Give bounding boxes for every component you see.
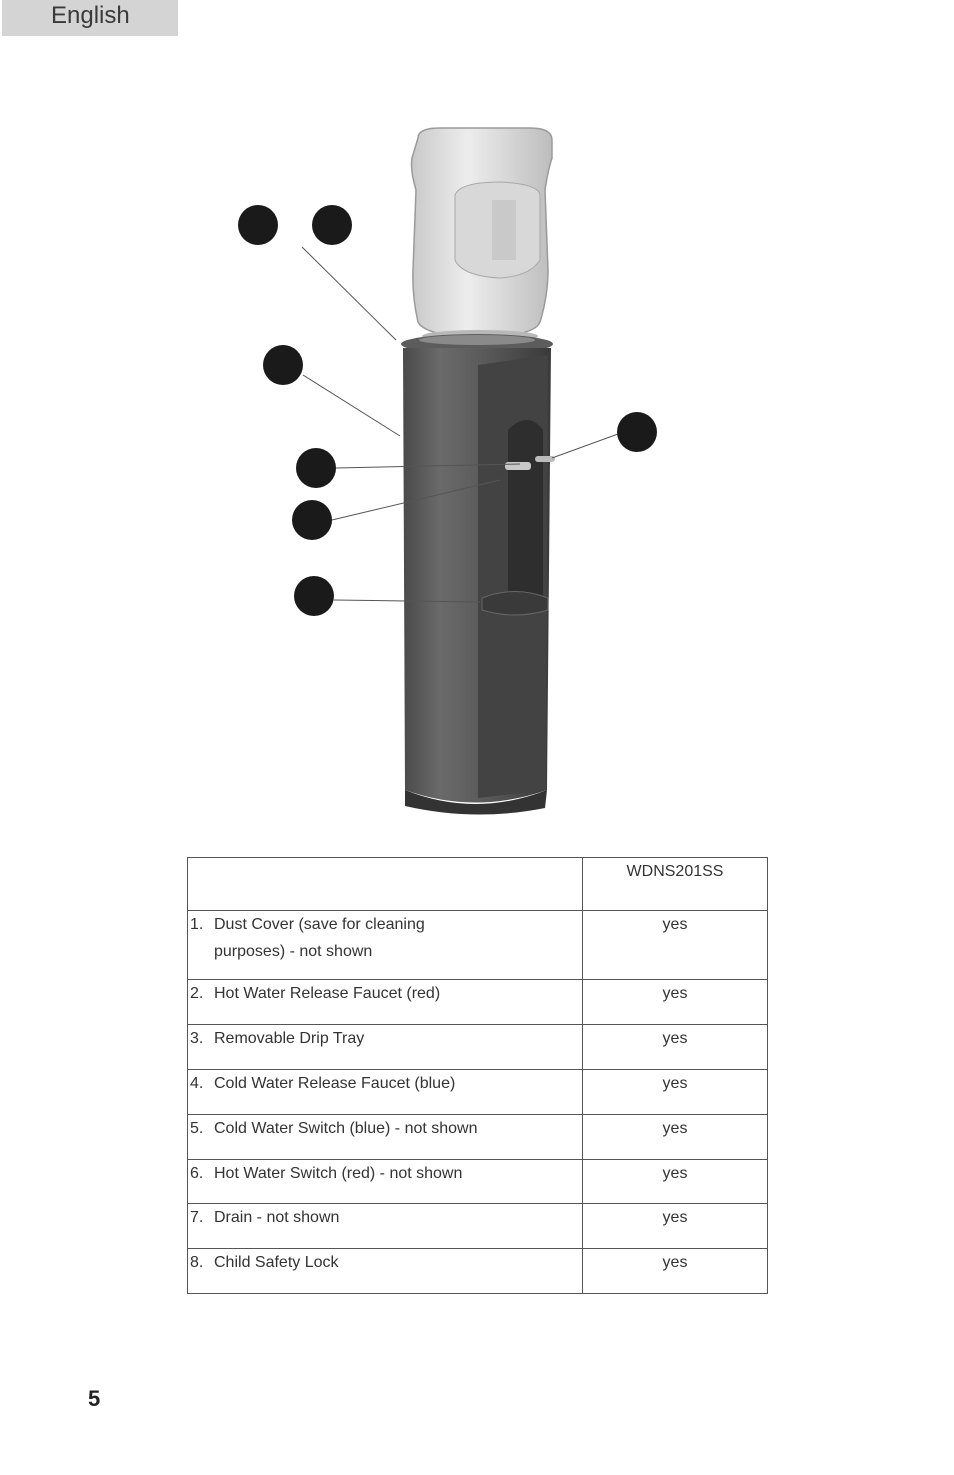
table-header-blank bbox=[188, 858, 583, 911]
row-label: Child Safety Lock bbox=[214, 1254, 339, 1271]
callout-marker bbox=[238, 205, 278, 245]
callout-marker bbox=[263, 345, 303, 385]
model-header: WDNS201SS bbox=[583, 858, 768, 911]
row-value: yes bbox=[583, 1070, 768, 1115]
row-label: Hot Water Release Faucet (red) bbox=[214, 985, 441, 1002]
table-row bbox=[188, 1025, 768, 1070]
feature-table bbox=[187, 857, 768, 1294]
row-value: yes bbox=[583, 1115, 768, 1160]
table-header-row bbox=[188, 858, 768, 911]
row-number: 7. bbox=[190, 1209, 204, 1226]
row-number: 4. bbox=[190, 1075, 204, 1092]
row-number: 2. bbox=[190, 985, 204, 1002]
row-label: Dust Cover (save for cleaning purposes) - not shown bbox=[214, 916, 425, 960]
row-label: Drain - not shown bbox=[214, 1209, 340, 1226]
row-value: yes bbox=[583, 1025, 768, 1070]
callout-marker bbox=[296, 448, 336, 488]
callout-marker bbox=[312, 205, 352, 245]
callout-marker bbox=[294, 576, 334, 616]
table-row bbox=[188, 980, 768, 1025]
row-label: Removable Drip Tray bbox=[214, 1030, 365, 1047]
dispenser-illustration bbox=[0, 100, 954, 830]
row-value: yes bbox=[583, 1204, 768, 1249]
callout-marker bbox=[292, 500, 332, 540]
row-value: yes bbox=[583, 1160, 768, 1204]
row-label: Cold Water Switch (blue) - not shown bbox=[214, 1120, 478, 1137]
water-dispenser-figure bbox=[0, 100, 954, 830]
table-row bbox=[188, 1115, 768, 1160]
row-label: Cold Water Release Faucet (blue) bbox=[214, 1075, 456, 1092]
row-number: 3. bbox=[190, 1030, 204, 1047]
row-number: 8. bbox=[190, 1254, 204, 1271]
table-row bbox=[188, 1249, 768, 1294]
table-row bbox=[188, 1070, 768, 1115]
language-tab: English bbox=[2, 0, 178, 36]
row-value: yes bbox=[583, 1249, 768, 1294]
dispenser-body bbox=[403, 348, 555, 815]
row-value: yes bbox=[583, 911, 768, 980]
row-number: 1. bbox=[190, 916, 204, 933]
page-number: 5 bbox=[88, 1386, 101, 1411]
table-row bbox=[188, 1204, 768, 1249]
water-bottle bbox=[412, 128, 553, 342]
table-row bbox=[188, 911, 768, 980]
row-number: 5. bbox=[190, 1120, 204, 1137]
row-number: 6. bbox=[190, 1165, 204, 1182]
table-row bbox=[188, 1160, 768, 1204]
row-label: Hot Water Switch (red) - not shown bbox=[214, 1165, 463, 1182]
row-value: yes bbox=[583, 980, 768, 1025]
callout-marker bbox=[617, 412, 657, 452]
